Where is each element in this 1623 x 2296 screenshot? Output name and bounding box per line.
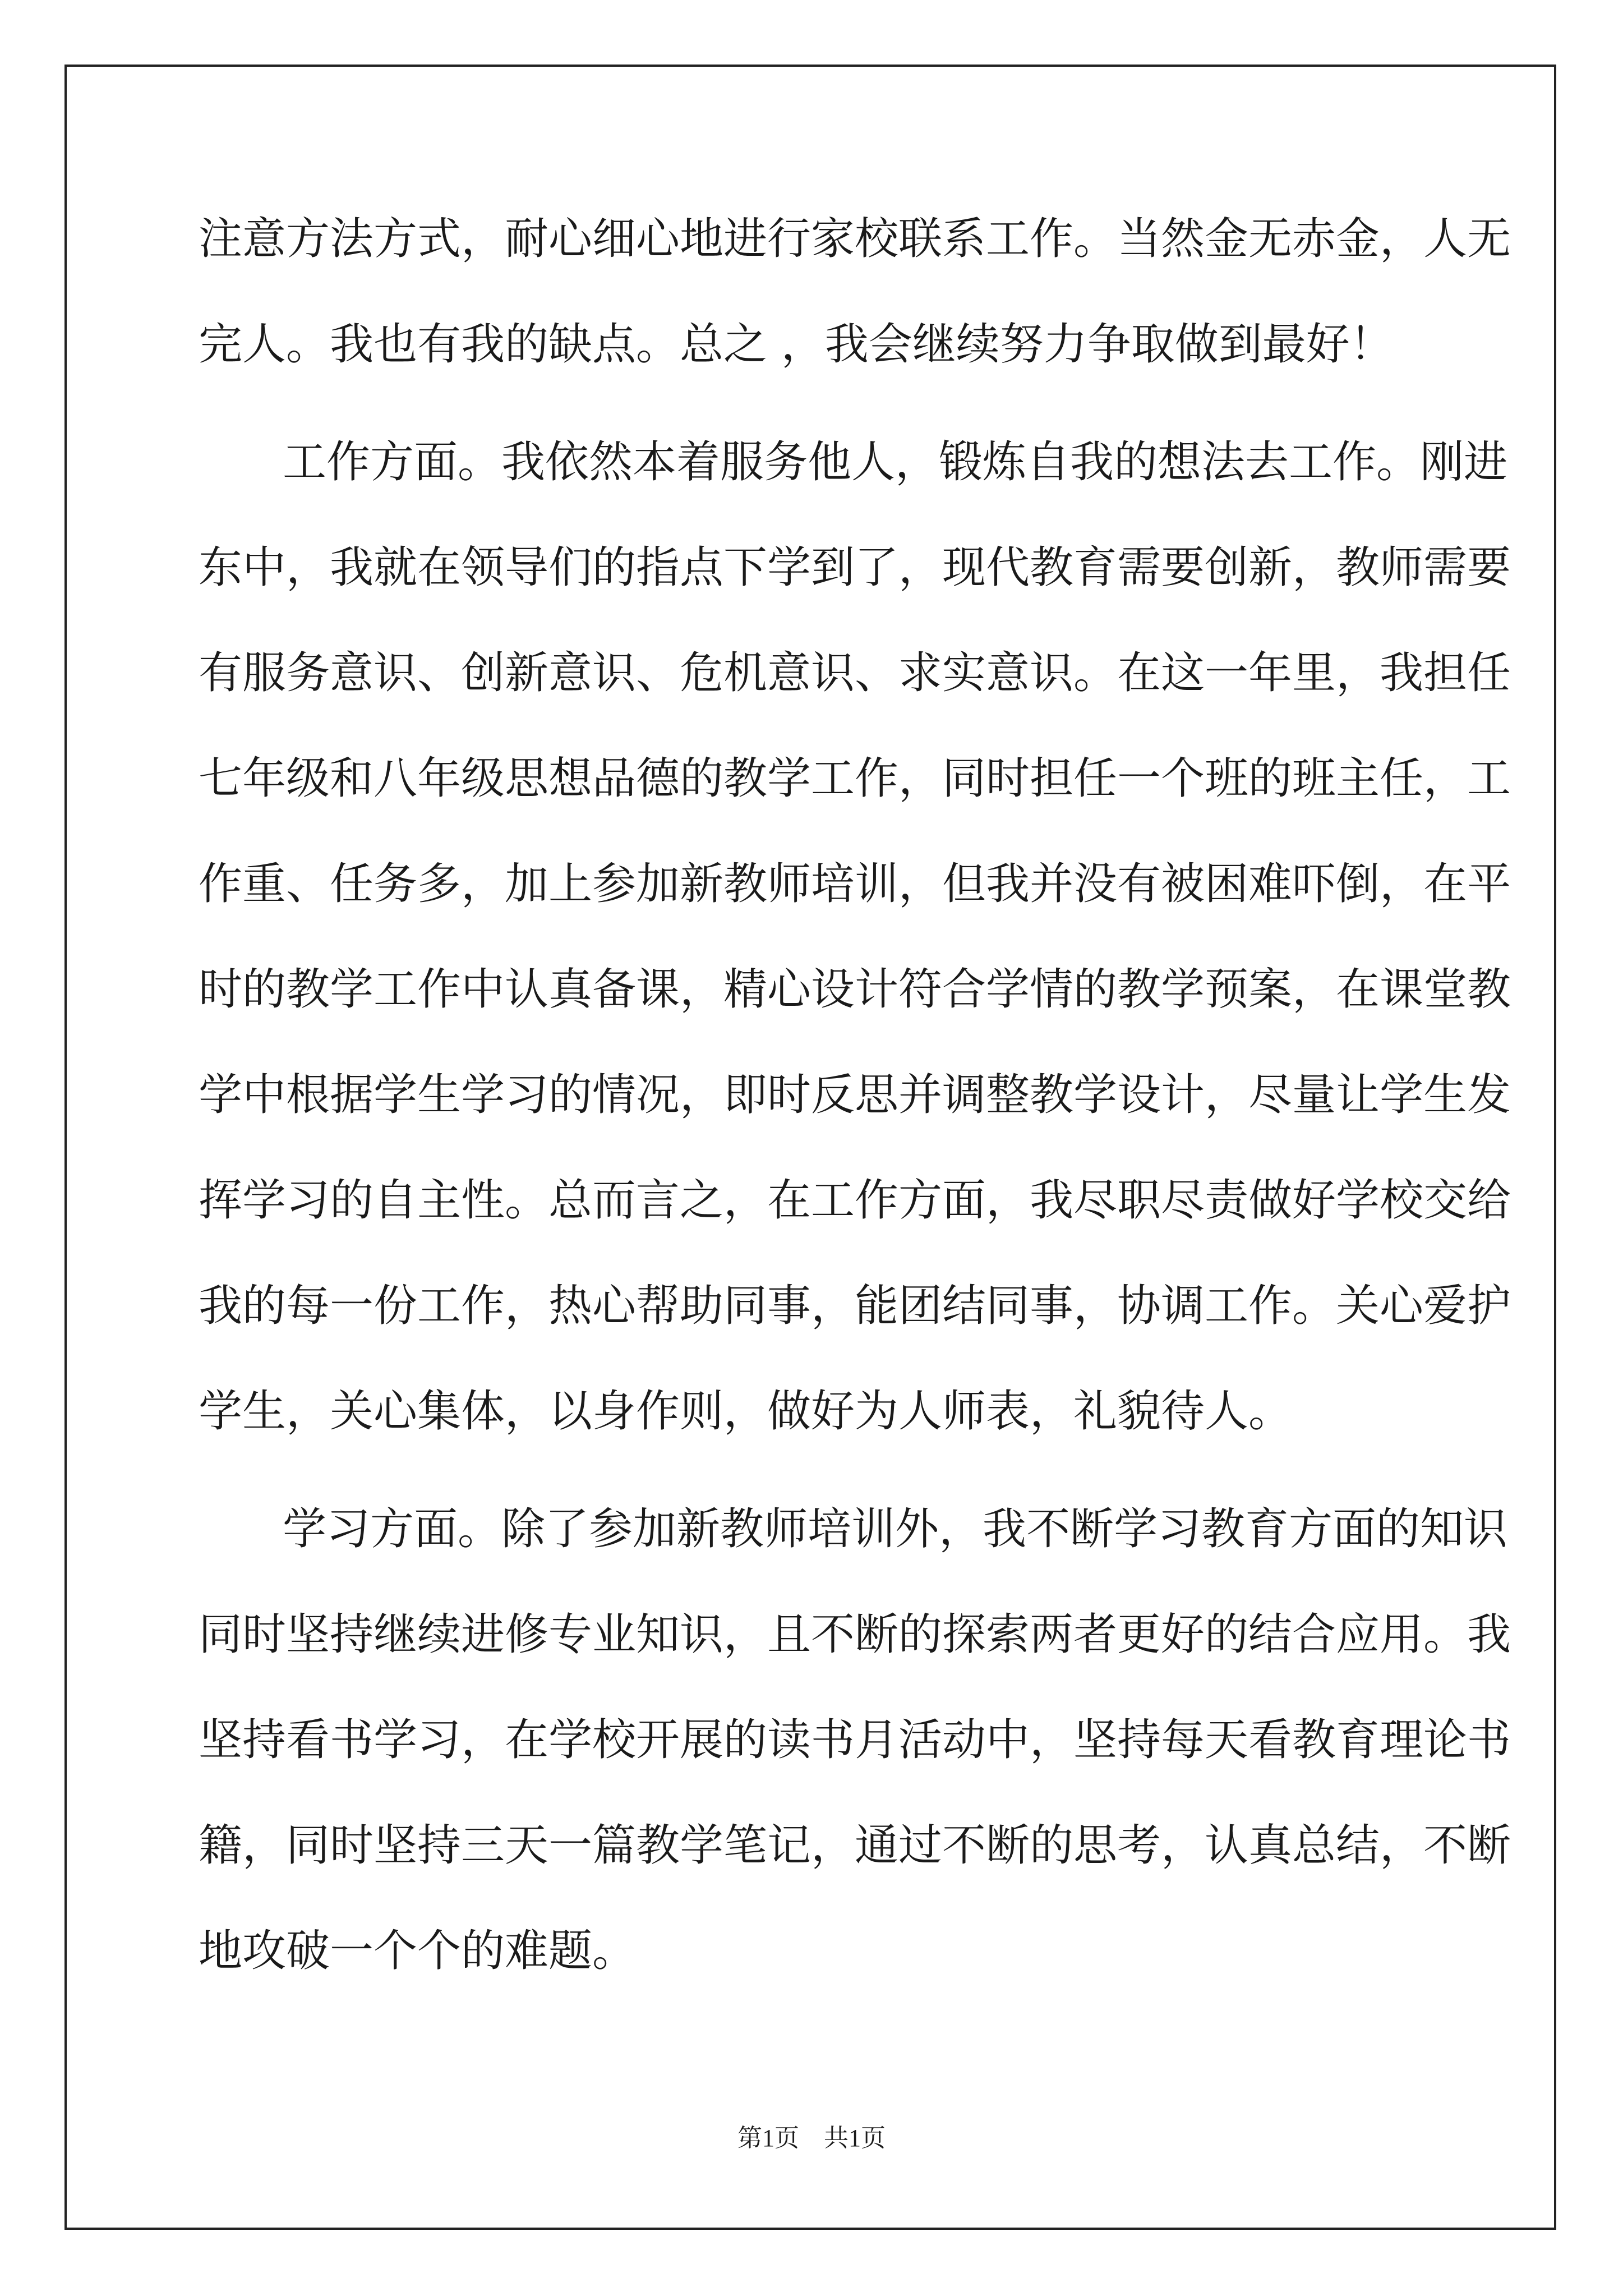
document-body <box>199 212 1511 2030</box>
text-line: 东中，我就在领导们的指点下学到了，现代教育需要创新，教师需要 <box>199 542 1511 593</box>
text-line: 有服务意识、创新意识、危机意识、求实意识。在这一年里，我担任 <box>199 648 1511 698</box>
text-line: 时的教学工作中认真备课，精心设计符合学情的教学预案，在课堂教 <box>199 964 1511 1015</box>
text-line: 籍，同时坚持三天一篇教学笔记，通过不断的思考，认真总结，不断 <box>199 1820 1511 1871</box>
page-number-footer: 第1页 共1页 <box>737 2124 886 2152</box>
paragraph-first-line: 工作方面。我依然本着服务他人，锻炼自我的想法去工作。刚进 <box>283 437 1508 487</box>
text-line: 七年级和八年级思想品德的教学工作，同时担任一个班的班主任，工 <box>199 753 1511 804</box>
text-line: 完人。我也有我的缺点。总之 ，我会继续努力争取做到最好！ <box>199 319 1394 370</box>
text-line: 注意方法方式，耐心细心地进行家校联系工作。当然金无赤金，人无 <box>199 214 1511 264</box>
text-line: 学生，关心集体，以身作则，做好为人师表，礼貌待人。 <box>199 1386 1293 1437</box>
paragraph-first-line: 学习方面。除了参加新教师培训外，我不断学习教育方面的知识 <box>283 1504 1508 1554</box>
text-line: 地攻破一个个的难题。 <box>199 1926 637 1976</box>
text-line: 坚持看书学习，在学校开展的读书月活动中，坚持每天看教育理论书 <box>199 1715 1511 1765</box>
text-line: 同时坚持继续进修专业知识，且不断的探索两者更好的结合应用。我 <box>199 1609 1511 1660</box>
text-line: 学中根据学生学习的情况，即时反思并调整教学设计，尽量让学生发 <box>199 1070 1511 1120</box>
text-line: 作重、任务多，加上参加新教师培训，但我并没有被困难吓倒，在平 <box>199 859 1511 909</box>
text-line: 挥学习的自主性。总而言之，在工作方面，我尽职尽责做好学校交给 <box>199 1175 1511 1226</box>
text-line: 我的每一份工作，热心帮助同事，能团结同事，协调工作。关心爱护 <box>199 1281 1511 1331</box>
